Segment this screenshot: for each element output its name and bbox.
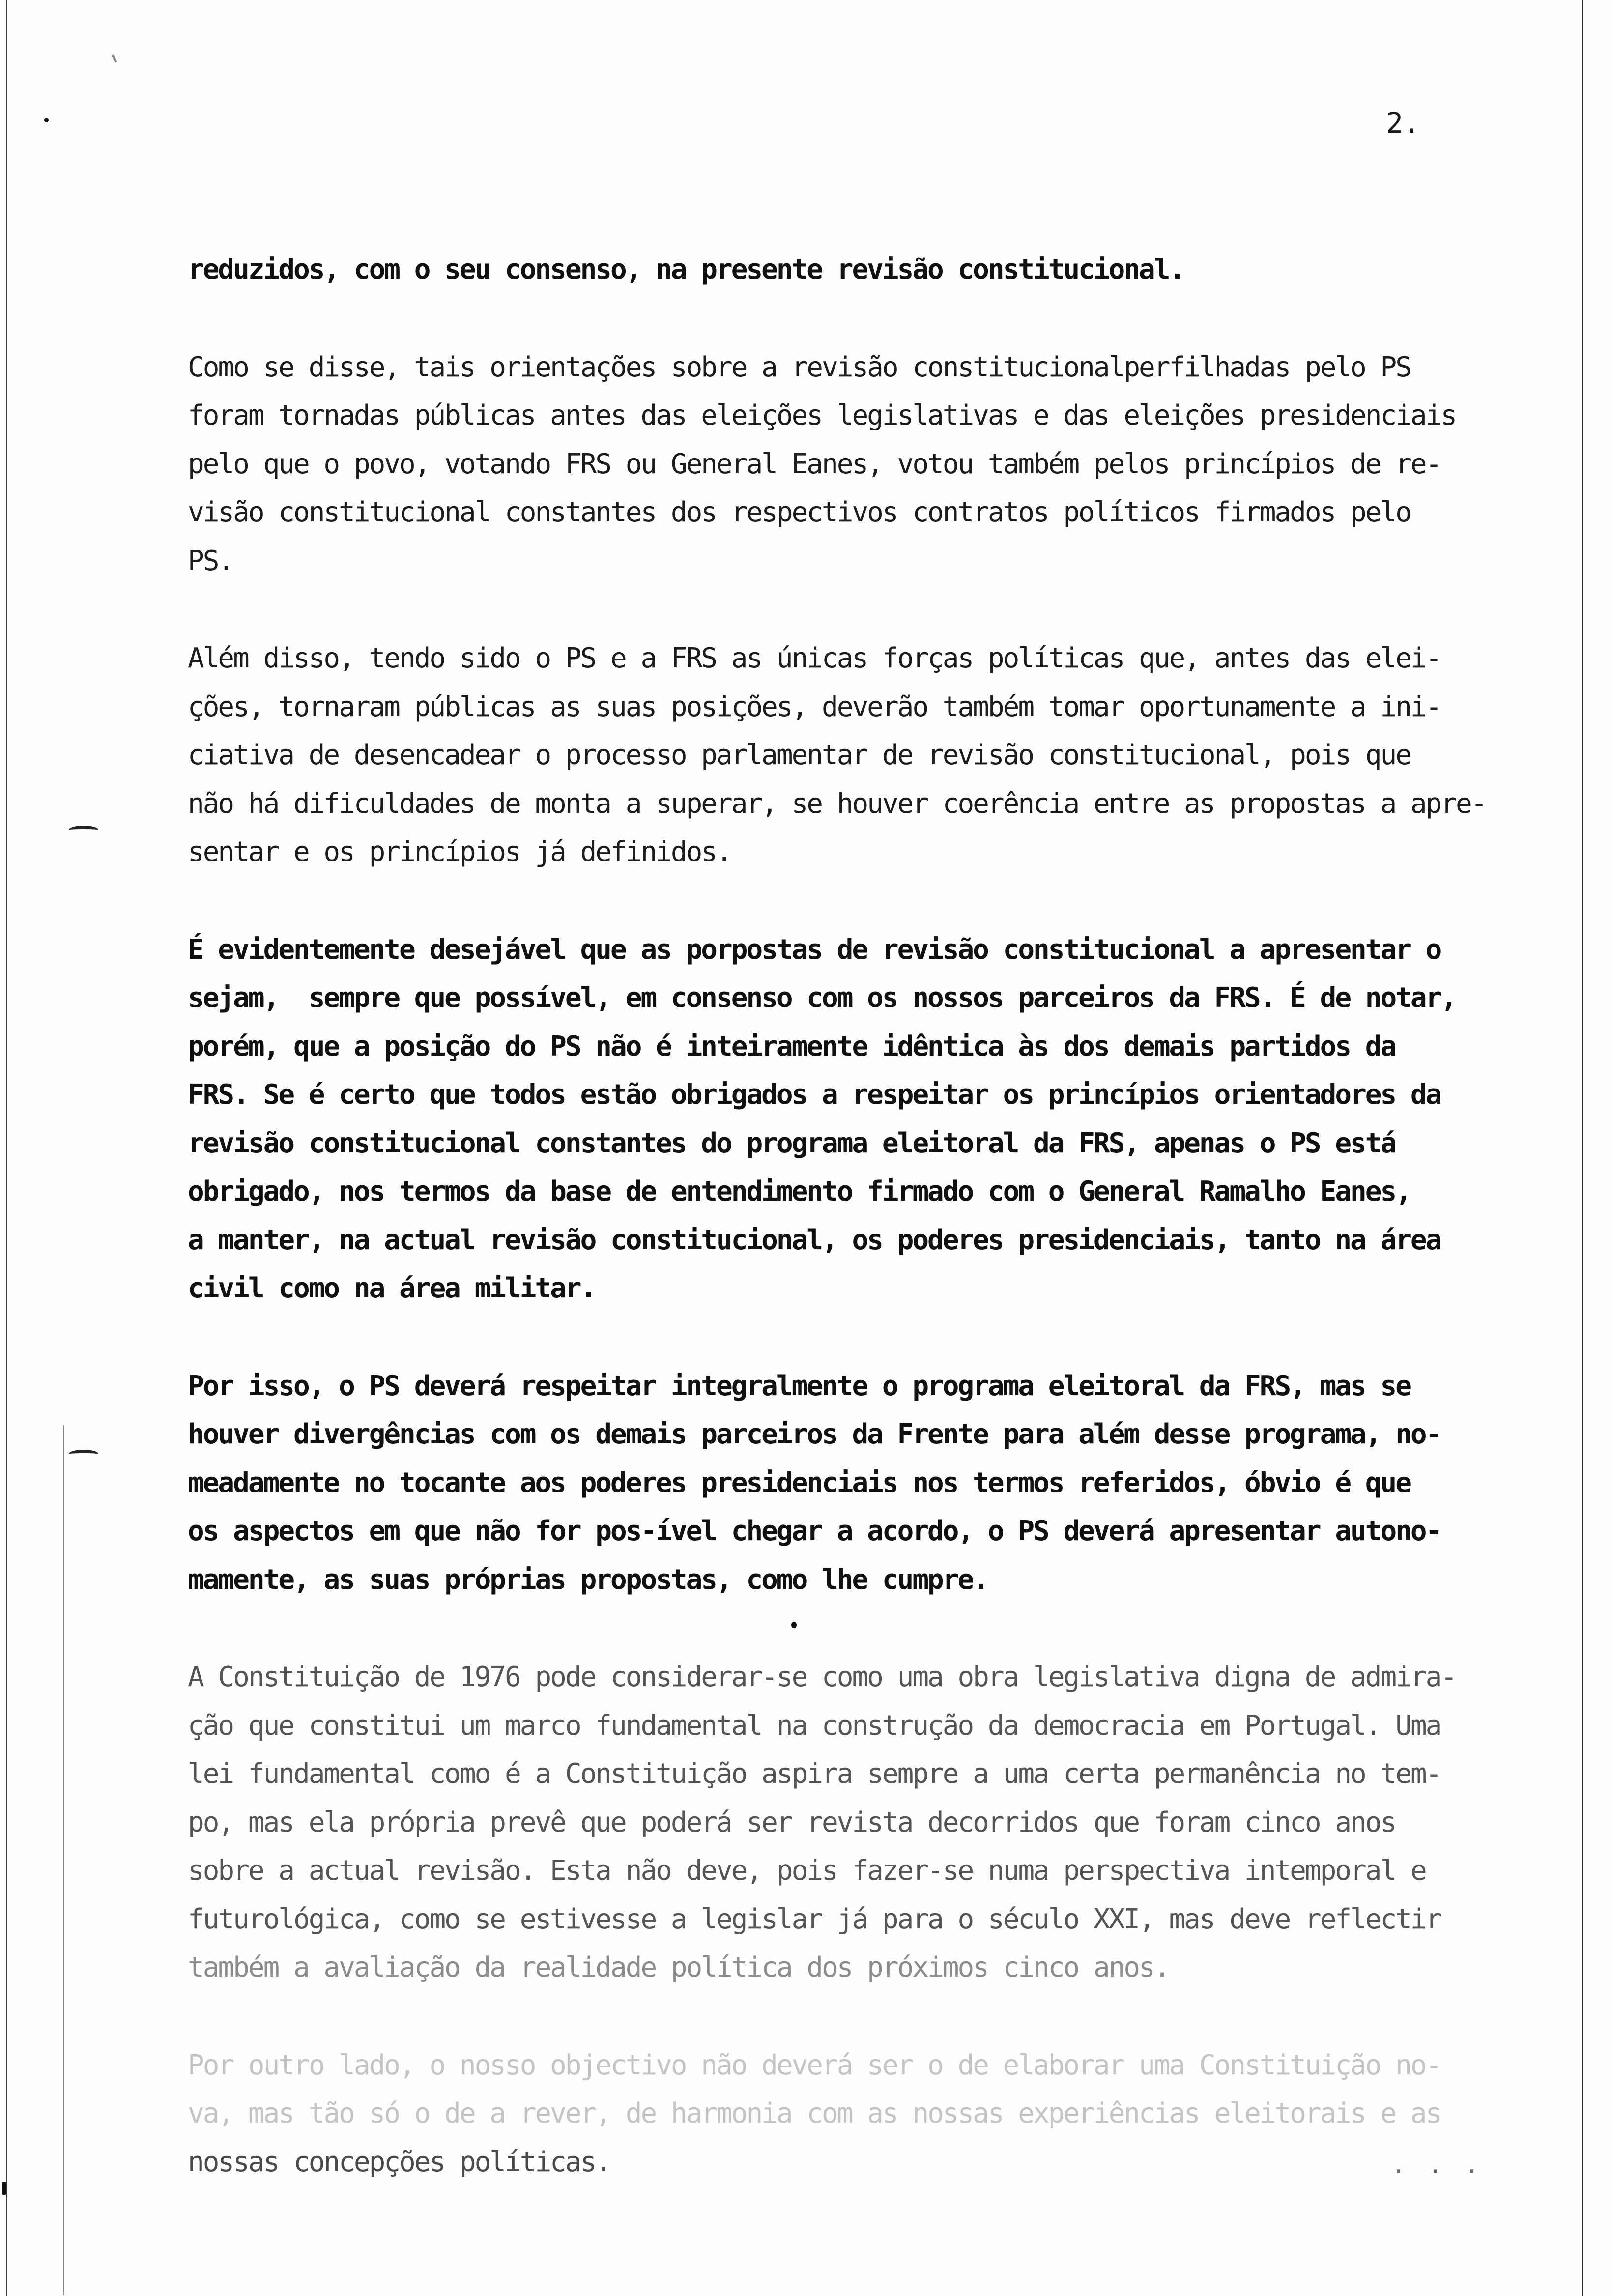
- text-line: va, mas tão só o de a rever, de harmonia com as nossas experiências eleitorais e as: [188, 2097, 1441, 2129]
- text-line: Por isso, o PS deverá respeitar integralmente o programa eleitoral da FRS, mas se: [188, 1370, 1410, 1402]
- text-line: futurológica, como se estivesse a legislar já para o século XXI, mas deve reflectir: [188, 1903, 1441, 1935]
- binder-hole-mark: [69, 826, 98, 834]
- text-line: mamente, as suas próprias propostas, como lhe cumpre.: [188, 1563, 988, 1596]
- text-line: civil como na área militar.: [188, 1272, 596, 1304]
- text-line: os aspectos em que não for pos-ível chegar a acordo, o PS deverá apresentar autono-: [188, 1515, 1441, 1547]
- text-line: ciativa de desencadear o processo parlamentar de revisão constitucional, pois que: [188, 739, 1410, 771]
- text-line: nossas concepções políticas.: [188, 2146, 611, 2178]
- text-line: revisão constitucional constantes do programa eleitoral da FRS, apenas o PS está: [188, 1127, 1396, 1159]
- paragraph-5: [188, 1362, 1564, 1605]
- text-line: não há dificuldades de monta a superar, se houver coerência entre as propostas a apre-: [188, 787, 1486, 820]
- ink-speck: [2, 2182, 6, 2195]
- binder-hole-mark: [69, 1450, 98, 1458]
- text-line: sentar e os princípios já definidos.: [188, 836, 731, 868]
- text-line: ções, tornaram públicas as suas posições, deverão também tomar oportunamente a ini-: [188, 690, 1441, 723]
- text-line: PS.: [188, 545, 233, 577]
- text-line: Por outro lado, o nosso objectivo não deverá ser o de elaborar uma Constituição no-: [188, 2049, 1441, 2081]
- text-line: A Constituição de 1976 pode considerar-se como uma obra legislativa digna de admira-: [188, 1661, 1456, 1693]
- text-line: FRS. Se é certo que todos estão obrigados a respeitar os princípios orientadores da: [188, 1079, 1441, 1111]
- ink-speck: [44, 118, 49, 122]
- text-line: pelo que o povo, votando FRS ou General Eanes, votou também pelos princípios de re-: [188, 448, 1441, 480]
- text-line: Além disso, tendo sido o PS e a FRS as únicas forças políticas que, antes das elei-: [188, 642, 1441, 674]
- continuation-mark: . . .: [1391, 2150, 1483, 2180]
- document-body: [188, 246, 1564, 2236]
- paragraph-3: [188, 634, 1564, 877]
- text-line: meadamente no tocante aos poderes presidenciais nos termos referidos, óbvio é que: [188, 1466, 1410, 1499]
- text-line: houver divergências com os demais parceiros da Frente para além desse programa, no-: [188, 1418, 1441, 1450]
- text-line: sejam, sempre que possível, em consenso com os nossos parceiros da FRS. É de notar,: [188, 982, 1456, 1014]
- text-line: a manter, na actual revisão constitucional, os poderes presidenciais, tanto na área: [188, 1224, 1441, 1256]
- text-line: po, mas ela própria prevê que poderá ser revista decorridos que foram cinco anos: [188, 1806, 1396, 1838]
- text-line: obrigado, nos termos da base de entendimento firmado com o General Ramalho Eanes,: [188, 1176, 1410, 1207]
- ink-speck: [111, 54, 117, 63]
- text-line: ção que constitui um marco fundamental na construção da democracia em Portugal. Uma: [188, 1709, 1441, 1742]
- text-line: Como se disse, tais orientações sobre a revisão constitucionalperfilhadas pelo PS: [188, 351, 1410, 383]
- paragraph-1: [188, 246, 1564, 294]
- page-number: 2.: [1386, 106, 1420, 140]
- paragraph-6: [188, 1653, 1564, 1992]
- paragraph-4: [188, 926, 1564, 1313]
- text-line: visão constitucional constantes dos respectivos contratos políticos firmados pelo: [188, 496, 1410, 528]
- scan-left-edge: [6, 0, 7, 2296]
- text-line: É evidentemente desejável que as porpostas de revisão constitucional a apresentar o: [188, 933, 1441, 966]
- text-line: porém, que a posição do PS não é inteiramente idêntica às dos demais partidos da: [188, 1030, 1396, 1062]
- text-line: sobre a actual revisão. Esta não deve, pois fazer-se numa perspectiva intemporal e: [188, 1855, 1426, 1887]
- text-line: lei fundamental como é a Constituição aspira sempre a uma certa permanência no tem-: [188, 1758, 1441, 1790]
- paragraph-7: [188, 2041, 1564, 2187]
- text-line: também a avaliação da realidade política dos próximos cinco anos.: [188, 1952, 1169, 1983]
- paragraph-2: [188, 344, 1564, 586]
- scan-inner-edge: [63, 1425, 64, 2295]
- text-line: foram tornadas públicas antes das eleições legislativas e das eleições presidenciais: [188, 400, 1456, 431]
- scan-right-edge: [1582, 0, 1583, 2296]
- text-line: reduzidos, com o seu consenso, na presente revisão constitucional.: [188, 254, 1184, 286]
